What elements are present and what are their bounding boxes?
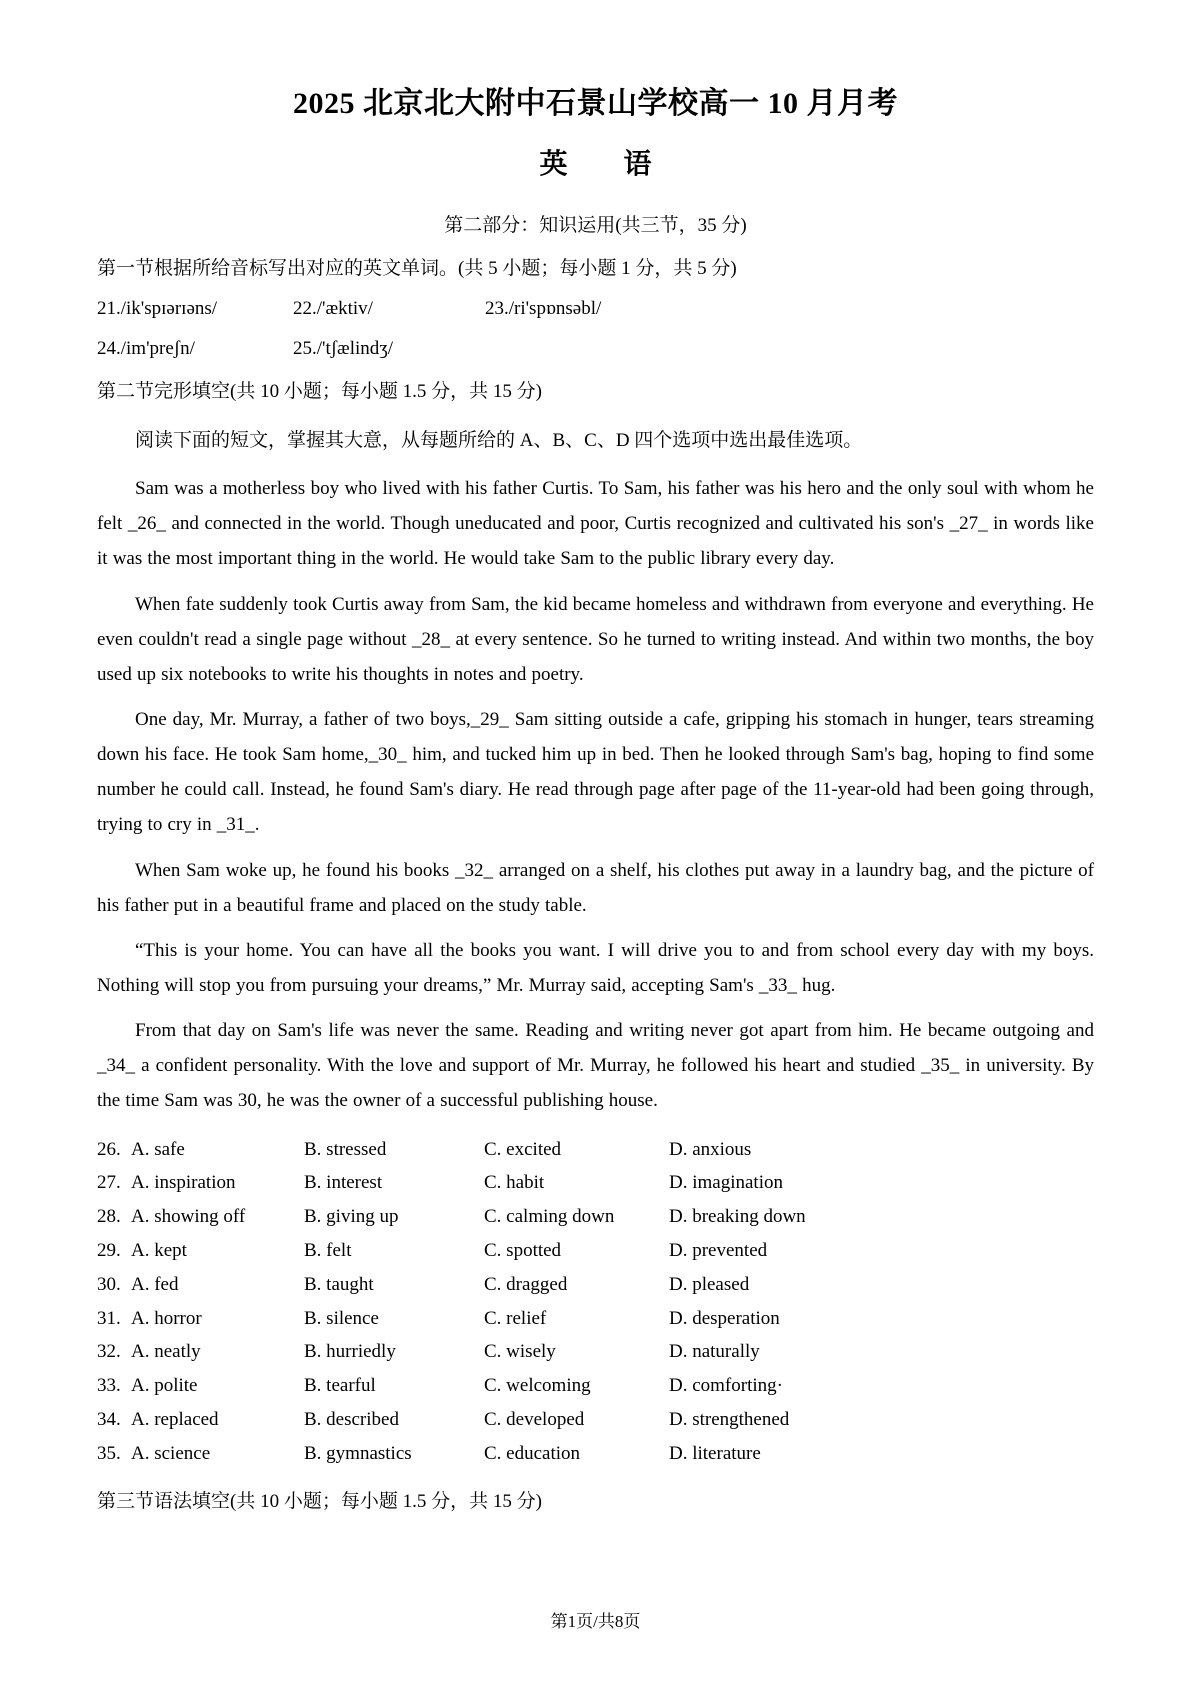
section-one-heading: 第一节根据所给音标写出对应的英文单词。(共 5 小题；每小题 1 分，共 5 分) [97,258,737,280]
option-26-b[interactable]: B. stressed [304,1138,387,1160]
phonetic-number-25: 25. [293,337,317,359]
phonetic-number-23: 23. [485,298,509,320]
option-row-27 [97,1166,1094,1200]
option-31-d[interactable]: D. desperation [669,1307,780,1329]
option-number-29: 29. [97,1240,121,1262]
option-35-d[interactable]: D. literature [669,1442,761,1464]
option-33-d[interactable]: D. comforting· [669,1375,783,1397]
phonetic-item-24 [97,334,293,363]
part-two-heading: 第二部分：知识运用(共三节，35 分) [444,214,747,236]
page-title: 2025 北京北大附中石景山学校高一 10 月月考 [293,87,898,120]
option-31-a[interactable]: A. horror [131,1307,202,1329]
option-row-35 [97,1437,1094,1471]
option-row-29 [97,1234,1094,1268]
option-26-a[interactable]: A. safe [131,1138,185,1160]
option-number-35: 35. [97,1442,121,1464]
option-35-a[interactable]: A. science [131,1442,211,1464]
option-number-34: 34. [97,1409,121,1431]
option-27-c[interactable]: C. habit [484,1172,545,1194]
option-27-b[interactable]: B. interest [304,1172,383,1194]
option-34-b[interactable]: B. described [304,1409,399,1431]
option-32-d[interactable]: D. naturally [669,1341,760,1363]
option-number-33: 33. [97,1375,121,1397]
option-34-d[interactable]: D. strengthened [669,1409,790,1431]
option-row-28 [97,1200,1094,1234]
passage-paragraph-3: One day, Mr. Murray, a father of two boys,_29_ Sam sitting outside a cafe, gripping his stomach in hunger, tears streaming down his face. He took Sam home,_30_ him, and tucked him up in bed. Then he looked through Sam's bag, hoping to find some number he could call. Instead, he found Sam's diary. He read through page after page of the 11-year-old had been going through, trying to cry in _31_. [97,709,1094,836]
phonetic-number-21: 21. [97,298,121,320]
option-28-c[interactable]: C. calming down [484,1206,615,1228]
option-number-27: 27. [97,1172,121,1194]
option-row-33 [97,1369,1094,1403]
option-28-d[interactable]: D. breaking down [669,1206,806,1228]
option-27-d[interactable]: D. imagination [669,1172,783,1194]
phonetic-row-2 [97,324,1094,363]
phonetic-item-22 [293,294,485,323]
phonetic-value-24: /im'preʃn/ [120,337,195,359]
phonetic-item-23 [485,294,601,323]
option-number-32: 32. [97,1341,121,1363]
option-30-a[interactable]: A. fed [131,1273,179,1295]
option-row-34 [97,1403,1094,1437]
phonetic-item-21 [97,294,293,323]
option-35-b[interactable]: B. gymnastics [304,1442,412,1464]
passage-paragraph-5: “This is your home. You can have all the books you want. I will drive you to and from school every day with my boys. Nothing will stop you from pursuing your dreams,” Mr. Murray said, accepting Sam's _33_ hug. [97,939,1094,997]
section-two-heading: 第二节完形填空(共 10 小题；每小题 1.5 分，共 15 分) [97,381,542,403]
phonetic-row-1 [97,284,1094,323]
option-26-d[interactable]: D. anxious [669,1138,752,1160]
option-33-a[interactable]: A. polite [131,1375,198,1397]
cloze-instruction: 阅读下面的短文，掌握其大意，从每题所给的 A、B、C、D 四个选项中选出最佳选项。 [135,429,863,451]
option-row-30 [97,1268,1094,1302]
option-number-31: 31. [97,1307,121,1329]
phonetic-value-25: /'tʃælindʒ/ [316,337,394,359]
option-29-d[interactable]: D. prevented [669,1240,768,1262]
option-29-c[interactable]: C. spotted [484,1240,562,1262]
phonetic-item-25 [293,334,485,363]
option-29-b[interactable]: B. felt [304,1240,352,1262]
option-32-c[interactable]: C. wisely [484,1341,556,1363]
option-31-b[interactable]: B. silence [304,1307,379,1329]
phonetic-value-21: /ik'spɪərɪəns/ [120,298,218,320]
phonetic-number-24: 24. [97,337,121,359]
phonetic-value-23: /ri'spɒnsəbl/ [508,298,602,320]
option-row-31 [97,1302,1094,1336]
page-footer: 第1页/共8页 [550,1612,641,1631]
option-31-c[interactable]: C. relief [484,1307,547,1329]
option-28-b[interactable]: B. giving up [304,1206,399,1228]
subject-title: 英 语 [539,149,652,180]
option-35-c[interactable]: C. education [484,1442,581,1464]
cloze-options-list [97,1119,1094,1471]
passage-paragraph-1: Sam was a motherless boy who lived with his father Curtis. To Sam, his father was his hero and the only soul with whom he felt _26_ and connected in the world. Though uneducated and poor, Curtis recognized and cultivated his son's _27_ in words like it was the most important thing in the world. He would take Sam to the public library every day. [97,478,1094,570]
option-27-a[interactable]: A. inspiration [131,1172,236,1194]
option-34-a[interactable]: A. replaced [131,1409,219,1431]
option-number-26: 26. [97,1138,121,1160]
option-33-b[interactable]: B. tearful [304,1375,376,1397]
passage-paragraph-6: From that day on Sam's life was never the same. Reading and writing never got apart from him. He became outgoing and _34_ a confident personality. With the love and support of Mr. Murray, he followed his heart and studied _35_ in university. By the time Sam was 30, he was the owner of a successful publishing house. [97,1020,1094,1112]
option-number-28: 28. [97,1206,121,1228]
phonetic-number-22: 22. [293,298,317,320]
option-33-c[interactable]: C. welcoming [484,1375,591,1397]
option-34-c[interactable]: C. developed [484,1409,585,1431]
option-32-b[interactable]: B. hurriedly [304,1341,396,1363]
option-30-d[interactable]: D. pleased [669,1273,750,1295]
option-29-a[interactable]: A. kept [131,1240,187,1262]
option-26-c[interactable]: C. excited [484,1138,562,1160]
passage-paragraph-2: When fate suddenly took Curtis away from Sam, the kid became homeless and withdrawn from everyone and everything. He even couldn't read a single page without _28_ at every sentence. So he turned to writing instead. And within two months, the boy used up six notebooks to write his thoughts in notes and poetry. [97,593,1094,685]
phonetic-value-22: /'æktiv/ [316,298,373,320]
option-row-26 [97,1133,1094,1167]
option-30-b[interactable]: B. taught [304,1273,374,1295]
section-three-heading: 第三节语法填空(共 10 小题；每小题 1.5 分，共 15 分) [97,1490,542,1512]
option-30-c[interactable]: C. dragged [484,1273,568,1295]
passage-paragraph-4: When Sam woke up, he found his books _32_ arranged on a shelf, his clothes put away in a laundry bag, and the picture of his father put in a beautiful frame and placed on the study table. [97,859,1094,916]
option-28-a[interactable]: A. showing off [131,1206,246,1228]
option-number-30: 30. [97,1273,121,1295]
option-row-32 [97,1335,1094,1369]
option-32-a[interactable]: A. neatly [131,1341,201,1363]
